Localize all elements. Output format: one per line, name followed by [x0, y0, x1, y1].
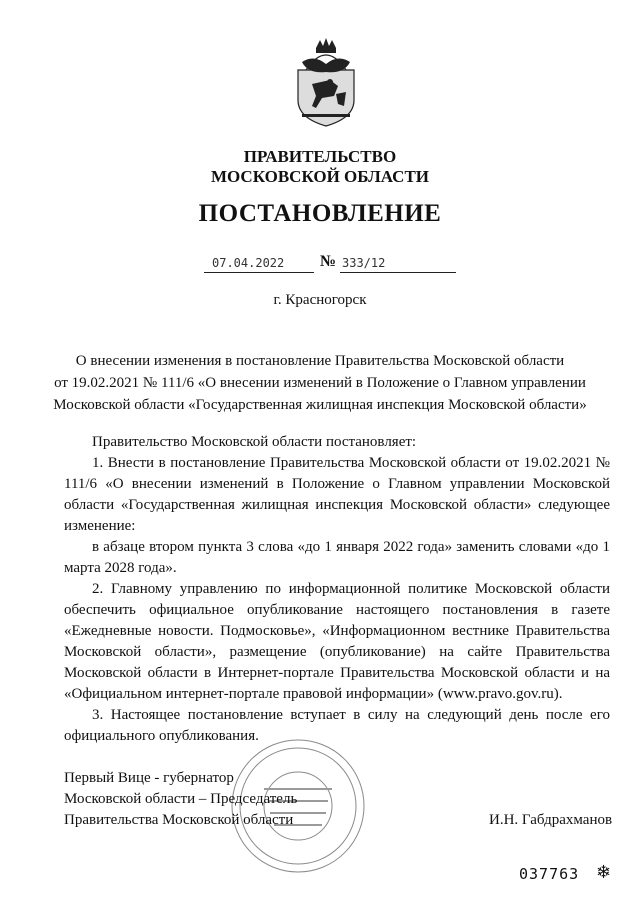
- document-type: ПОСТАНОВЛЕНИЕ: [198, 200, 442, 227]
- date-underline: [204, 272, 314, 273]
- document-date: 07.04.2022: [212, 256, 285, 270]
- signatory-position: [64, 768, 297, 831]
- serial-number: 037763: [519, 865, 580, 883]
- signatory-line3: Правительства Московской области: [64, 812, 294, 828]
- coat-of-arms-icon: [292, 34, 360, 128]
- city: г. Красногорск: [273, 292, 367, 308]
- preamble: Правительство Московской области постановляет:: [92, 434, 417, 450]
- signatory-name: И.Н. Габдрахманов: [489, 812, 613, 828]
- snowflake-icon: ❄: [596, 862, 612, 882]
- document-number: 333/12: [342, 256, 386, 270]
- clause-1-change: в абзаце втором пункта 3 слова «до 1 января 2022 года» заменить словами «до 1 марта 2028 года».: [64, 539, 610, 576]
- number-underline: [340, 272, 456, 273]
- number-sign: №: [320, 253, 337, 270]
- gov-name-line2: МОСКОВСКОЙ ОБЛАСТИ: [210, 167, 430, 186]
- clause-1: 1. Внести в постановление Правительства Московской области от 19.02.2021 № 111/6 «О внесении изменений в Положение о Главном управлении Московской области «Государственная жилищная инспекция Московской области» следующее изменение:: [64, 455, 610, 534]
- gov-name-line1: ПРАВИТЕЛЬСТВО: [243, 147, 397, 166]
- document-body: [64, 432, 610, 747]
- clause-3: 3. Настоящее постановление вступает в силу на следующий день после его официального опубликования.: [64, 707, 610, 744]
- subject-line3: Московской области «Государственная жилищная инспекция Московской области»: [53, 397, 587, 413]
- signatory-line2: Московской области – Председатель: [64, 791, 298, 807]
- subject-line1: О внесении изменения в постановление Правительства Московской области: [75, 353, 565, 369]
- signatory-line1: Первый Вице - губернатор: [64, 770, 234, 786]
- clause-2: 2. Главному управлению по информационной политике Московской области обеспечить официальное опубликование настоящего постановления в газете «Ежедневные новости. Подмосковье», «Информационном вестнике Правительства Московской области», размещение (опубликование) на сайте Правительства Московской области в Интернет-портале Правительства Московской области и на «Официальном интернет-портале правовой информации» (www.pravo.gov.ru).: [64, 581, 610, 702]
- subject-line2: от 19.02.2021 № 111/6 «О внесении изменений в Положение о Главном управлении: [54, 375, 586, 391]
